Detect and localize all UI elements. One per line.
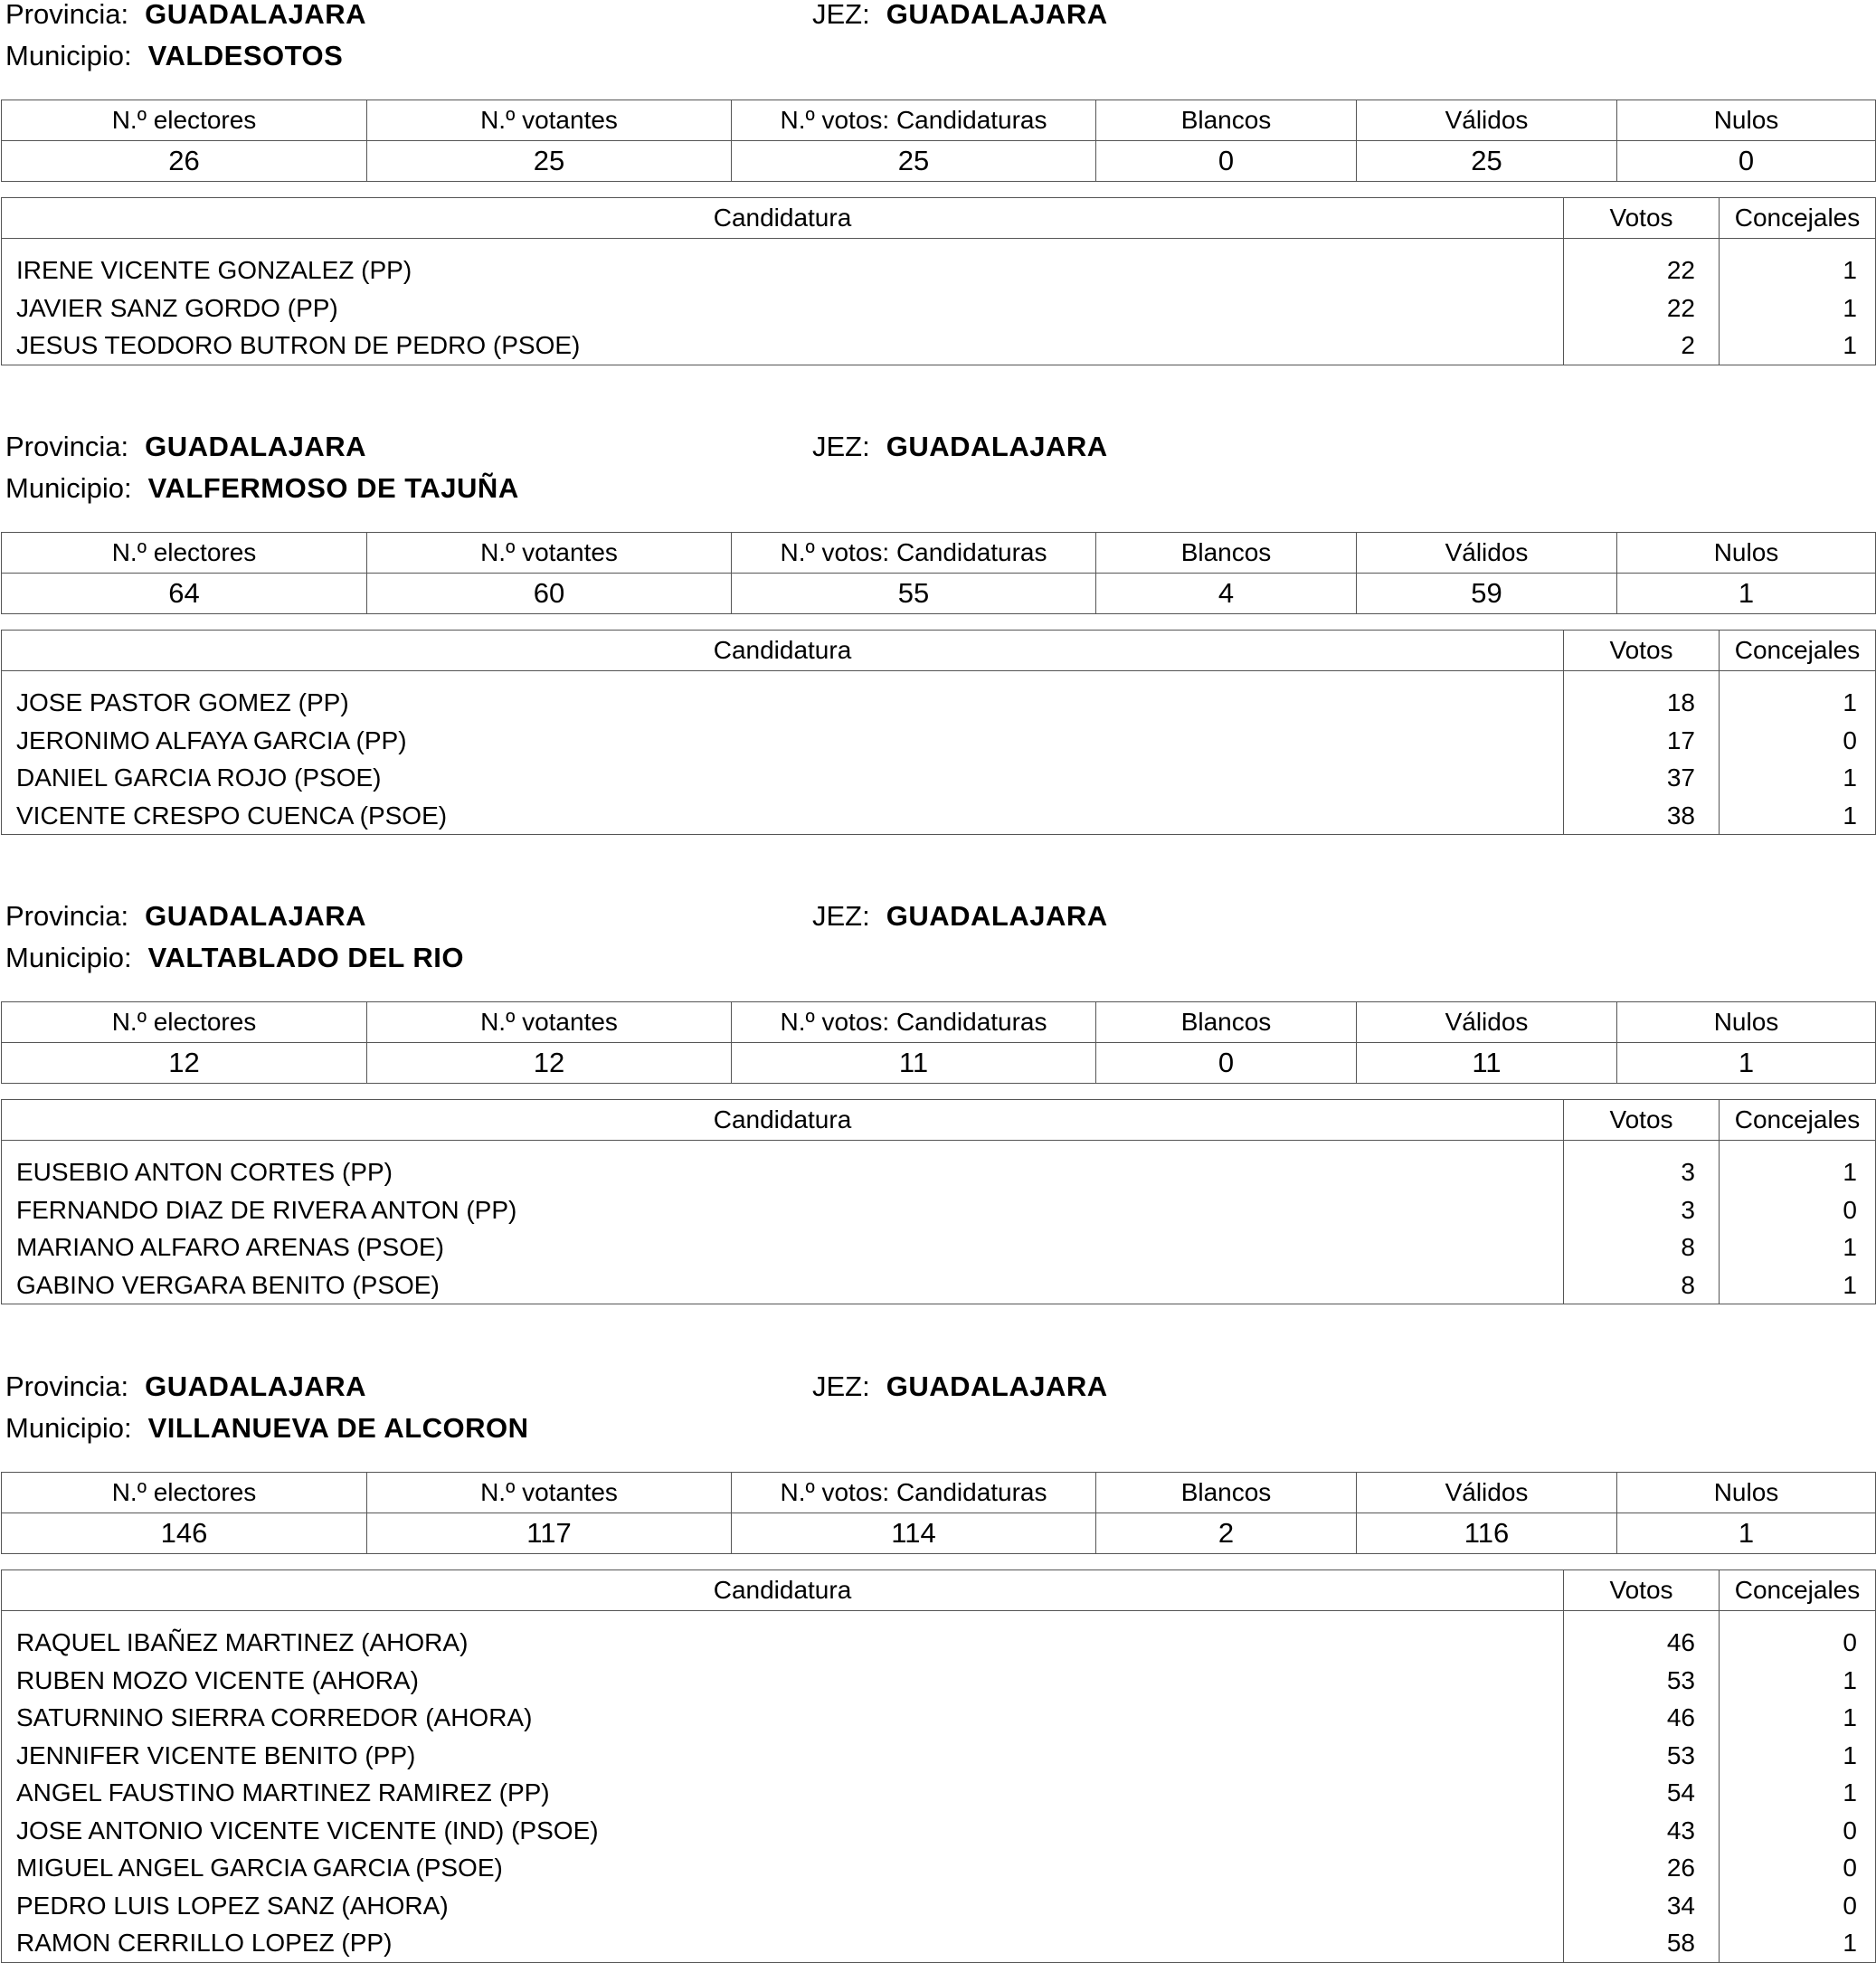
provincia-label: Provincia:: [5, 431, 129, 462]
stats-header-cell: Blancos: [1096, 1473, 1357, 1513]
stats-header-row: [2, 1473, 1876, 1513]
candidate-concejales: 1: [1720, 797, 1876, 835]
candidate-concejales: 0: [1720, 722, 1876, 760]
stats-table: [1, 532, 1876, 614]
stats-value-row: [2, 1513, 1876, 1554]
candidate-name: JOSE ANTONIO VICENTE VICENTE (IND) (PSOE): [2, 1812, 1564, 1850]
candidate-name: RUBEN MOZO VICENTE (AHORA): [2, 1662, 1564, 1700]
candidate-name: VICENTE CRESPO CUENCA (PSOE): [2, 797, 1564, 835]
stats-value-row: [2, 1043, 1876, 1084]
municipio-line: [5, 944, 464, 972]
candidate-concejales: 1: [1720, 1141, 1876, 1191]
candidate-votos: 22: [1564, 239, 1720, 289]
candidates-table: [1, 197, 1876, 365]
stats-table: [1, 1001, 1876, 1084]
candidate-row: [2, 1266, 1876, 1304]
stats-header-cell: N.º electores: [2, 533, 367, 574]
municipio-value: VILLANUEVA DE ALCORON: [147, 1412, 529, 1444]
candidate-concejales: 1: [1720, 1266, 1876, 1304]
stats-value-cell: 116: [1357, 1513, 1617, 1554]
jez-line: [812, 902, 1108, 930]
candidate-name: DANIEL GARCIA ROJO (PSOE): [2, 759, 1564, 797]
stats-header-cell: Blancos: [1096, 533, 1357, 574]
stats-value-cell: 64: [2, 574, 367, 614]
candidate-votos: 8: [1564, 1228, 1720, 1266]
provincia-value: GUADALAJARA: [145, 1370, 366, 1402]
candidate-concejales: 1: [1720, 1228, 1876, 1266]
jez-label: JEZ:: [812, 900, 870, 932]
stats-header-cell: Válidos: [1357, 1473, 1617, 1513]
stats-value-cell: 1: [1617, 1043, 1876, 1084]
candidate-name: RAMON CERRILLO LOPEZ (PP): [2, 1924, 1564, 1962]
candidate-row: [2, 1737, 1876, 1775]
candidate-row: [2, 1662, 1876, 1700]
candidate-votos: 53: [1564, 1662, 1720, 1700]
candidate-name: ANGEL FAUSTINO MARTINEZ RAMIREZ (PP): [2, 1774, 1564, 1812]
stats-value-cell: 25: [1357, 141, 1617, 182]
jez-label: JEZ:: [812, 1370, 870, 1402]
stats-header-cell: Nulos: [1617, 1002, 1876, 1043]
provincia-value: GUADALAJARA: [145, 900, 366, 932]
stats-value-cell: 0: [1096, 1043, 1357, 1084]
candidate-votos: 46: [1564, 1611, 1720, 1662]
candidate-votos: 18: [1564, 671, 1720, 722]
candidates-header-cell: Concejales: [1720, 1570, 1876, 1611]
candidate-concejales: 1: [1720, 327, 1876, 365]
municipio-line: [5, 474, 519, 502]
candidate-concejales: 0: [1720, 1812, 1876, 1850]
provincia-line: [5, 1372, 366, 1400]
candidate-row: [2, 1141, 1876, 1191]
candidate-name: IRENE VICENTE GONZALEZ (PP): [2, 239, 1564, 289]
provincia-label: Provincia:: [5, 0, 129, 30]
candidate-votos: 3: [1564, 1191, 1720, 1229]
candidates-header-cell: Votos: [1564, 1100, 1720, 1141]
candidate-votos: 54: [1564, 1774, 1720, 1812]
stats-header-cell: N.º electores: [2, 1002, 367, 1043]
stats-header-cell: N.º votos: Candidaturas: [732, 1002, 1096, 1043]
candidate-concejales: 1: [1720, 759, 1876, 797]
jez-label: JEZ:: [812, 0, 870, 30]
stats-header-cell: N.º votantes: [367, 533, 732, 574]
stats-value-cell: 117: [367, 1513, 732, 1554]
stats-value-cell: 146: [2, 1513, 367, 1554]
candidate-concejales: 1: [1720, 1737, 1876, 1775]
candidate-name: JAVIER SANZ GORDO (PP): [2, 289, 1564, 327]
provincia-value: GUADALAJARA: [145, 431, 366, 462]
candidate-concejales: 1: [1720, 289, 1876, 327]
stats-value-cell: 1: [1617, 574, 1876, 614]
candidate-name: JESUS TEODORO BUTRON DE PEDRO (PSOE): [2, 327, 1564, 365]
stats-value-row: [2, 574, 1876, 614]
candidates-header-row: [2, 198, 1876, 239]
candidate-row: [2, 289, 1876, 327]
stats-value-cell: 114: [732, 1513, 1096, 1554]
candidate-row: [2, 1924, 1876, 1962]
candidate-name: FERNANDO DIAZ DE RIVERA ANTON (PP): [2, 1191, 1564, 1229]
stats-header-cell: N.º votos: Candidaturas: [732, 1473, 1096, 1513]
candidate-votos: 17: [1564, 722, 1720, 760]
candidate-name: MIGUEL ANGEL GARCIA GARCIA (PSOE): [2, 1849, 1564, 1887]
candidate-name: JENNIFER VICENTE BENITO (PP): [2, 1737, 1564, 1775]
candidates-header-cell: Concejales: [1720, 631, 1876, 671]
candidate-row: [2, 1887, 1876, 1925]
jez-line: [812, 432, 1108, 460]
candidate-name: MARIANO ALFARO ARENAS (PSOE): [2, 1228, 1564, 1266]
provincia-line: [5, 902, 366, 930]
candidate-votos: 8: [1564, 1266, 1720, 1304]
jez-line: [812, 0, 1108, 28]
stats-header-cell: Blancos: [1096, 100, 1357, 141]
candidate-row: [2, 1812, 1876, 1850]
jez-label: JEZ:: [812, 431, 870, 462]
stats-header-cell: Válidos: [1357, 100, 1617, 141]
jez-value: GUADALAJARA: [886, 0, 1108, 30]
candidate-row: [2, 797, 1876, 835]
stats-header-cell: N.º votantes: [367, 100, 732, 141]
provincia-value: GUADALAJARA: [145, 0, 366, 30]
candidate-votos: 22: [1564, 289, 1720, 327]
stats-table: [1, 100, 1876, 182]
stats-value-cell: 0: [1617, 141, 1876, 182]
candidates-header-cell: Concejales: [1720, 1100, 1876, 1141]
candidate-votos: 58: [1564, 1924, 1720, 1962]
candidate-row: [2, 722, 1876, 760]
candidate-votos: 46: [1564, 1699, 1720, 1737]
candidate-name: GABINO VERGARA BENITO (PSOE): [2, 1266, 1564, 1304]
candidate-row: [2, 1611, 1876, 1662]
stats-value-cell: 60: [367, 574, 732, 614]
candidate-concejales: 1: [1720, 1699, 1876, 1737]
candidate-votos: 3: [1564, 1141, 1720, 1191]
stats-value-cell: 11: [1357, 1043, 1617, 1084]
provincia-line: [5, 432, 366, 460]
candidate-votos: 53: [1564, 1737, 1720, 1775]
stats-value-cell: 26: [2, 141, 367, 182]
stats-value-cell: 59: [1357, 574, 1617, 614]
candidate-row: [2, 1228, 1876, 1266]
stats-header-cell: Nulos: [1617, 1473, 1876, 1513]
candidate-votos: 26: [1564, 1849, 1720, 1887]
candidate-concejales: 1: [1720, 1774, 1876, 1812]
jez-value: GUADALAJARA: [886, 431, 1108, 462]
candidate-row: [2, 1774, 1876, 1812]
candidate-name: PEDRO LUIS LOPEZ SANZ (AHORA): [2, 1887, 1564, 1925]
jez-value: GUADALAJARA: [886, 900, 1108, 932]
candidate-name: JOSE PASTOR GOMEZ (PP): [2, 671, 1564, 722]
provincia-label: Provincia:: [5, 900, 129, 932]
candidate-votos: 43: [1564, 1812, 1720, 1850]
stats-header-cell: N.º electores: [2, 1473, 367, 1513]
stats-header-cell: N.º votantes: [367, 1002, 732, 1043]
stats-header-cell: Válidos: [1357, 533, 1617, 574]
stats-value-row: [2, 141, 1876, 182]
jez-line: [812, 1372, 1108, 1400]
candidates-header-row: [2, 1100, 1876, 1141]
stats-value-cell: 25: [367, 141, 732, 182]
candidate-row: [2, 239, 1876, 289]
candidate-votos: 2: [1564, 327, 1720, 365]
municipio-value: VALFERMOSO DE TAJUÑA: [147, 472, 519, 504]
municipio-line: [5, 1414, 529, 1442]
jez-value: GUADALAJARA: [886, 1370, 1108, 1402]
stats-header-cell: N.º votos: Candidaturas: [732, 533, 1096, 574]
candidate-concejales: 0: [1720, 1849, 1876, 1887]
candidates-header-cell: Votos: [1564, 198, 1720, 239]
candidate-name: SATURNINO SIERRA CORREDOR (AHORA): [2, 1699, 1564, 1737]
candidates-header-cell: Candidatura: [2, 1100, 1564, 1141]
stats-header-cell: Nulos: [1617, 100, 1876, 141]
stats-table: [1, 1472, 1876, 1554]
stats-value-cell: 11: [732, 1043, 1096, 1084]
stats-value-cell: 25: [732, 141, 1096, 182]
municipio-line: [5, 42, 343, 70]
candidate-row: [2, 327, 1876, 365]
provincia-label: Provincia:: [5, 1370, 129, 1402]
candidates-header-cell: Candidatura: [2, 1570, 1564, 1611]
candidates-header-cell: Concejales: [1720, 198, 1876, 239]
candidates-table: [1, 1099, 1876, 1304]
municipio-value: VALTABLADO DEL RIO: [147, 942, 464, 973]
candidate-votos: 34: [1564, 1887, 1720, 1925]
provincia-line: [5, 0, 366, 28]
stats-value-cell: 4: [1096, 574, 1357, 614]
candidates-table: [1, 1569, 1876, 1963]
stats-header-cell: N.º votos: Candidaturas: [732, 100, 1096, 141]
stats-header-cell: Blancos: [1096, 1002, 1357, 1043]
municipio-label: Municipio:: [5, 1412, 132, 1444]
candidate-row: [2, 759, 1876, 797]
candidate-concejales: 0: [1720, 1191, 1876, 1229]
municipio-label: Municipio:: [5, 942, 132, 973]
candidate-concejales: 0: [1720, 1611, 1876, 1662]
stats-header-row: [2, 100, 1876, 141]
stats-header-row: [2, 533, 1876, 574]
candidate-name: EUSEBIO ANTON CORTES (PP): [2, 1141, 1564, 1191]
candidates-header-row: [2, 1570, 1876, 1611]
candidates-header-cell: Votos: [1564, 1570, 1720, 1611]
candidate-votos: 37: [1564, 759, 1720, 797]
municipio-label: Municipio:: [5, 40, 132, 71]
candidate-concejales: 0: [1720, 1887, 1876, 1925]
stats-value-cell: 12: [2, 1043, 367, 1084]
candidate-votos: 38: [1564, 797, 1720, 835]
candidates-header-row: [2, 631, 1876, 671]
stats-value-cell: 0: [1096, 141, 1357, 182]
candidate-concejales: 1: [1720, 1924, 1876, 1962]
candidate-row: [2, 1699, 1876, 1737]
stats-header-cell: Nulos: [1617, 533, 1876, 574]
stats-header-cell: N.º electores: [2, 100, 367, 141]
candidate-row: [2, 1191, 1876, 1229]
stats-value-cell: 1: [1617, 1513, 1876, 1554]
candidates-header-cell: Candidatura: [2, 631, 1564, 671]
candidate-row: [2, 671, 1876, 722]
stats-value-cell: 2: [1096, 1513, 1357, 1554]
candidates-header-cell: Candidatura: [2, 198, 1564, 239]
municipio-label: Municipio:: [5, 472, 132, 504]
candidate-concejales: 1: [1720, 239, 1876, 289]
candidates-header-cell: Votos: [1564, 631, 1720, 671]
candidates-table: [1, 630, 1876, 835]
stats-value-cell: 12: [367, 1043, 732, 1084]
stats-header-cell: N.º votantes: [367, 1473, 732, 1513]
candidate-row: [2, 1849, 1876, 1887]
municipio-value: VALDESOTOS: [147, 40, 344, 71]
candidate-concejales: 1: [1720, 671, 1876, 722]
candidate-name: JERONIMO ALFAYA GARCIA (PP): [2, 722, 1564, 760]
candidate-concejales: 1: [1720, 1662, 1876, 1700]
candidate-name: RAQUEL IBAÑEZ MARTINEZ (AHORA): [2, 1611, 1564, 1662]
stats-header-cell: Válidos: [1357, 1002, 1617, 1043]
stats-header-row: [2, 1002, 1876, 1043]
stats-value-cell: 55: [732, 574, 1096, 614]
